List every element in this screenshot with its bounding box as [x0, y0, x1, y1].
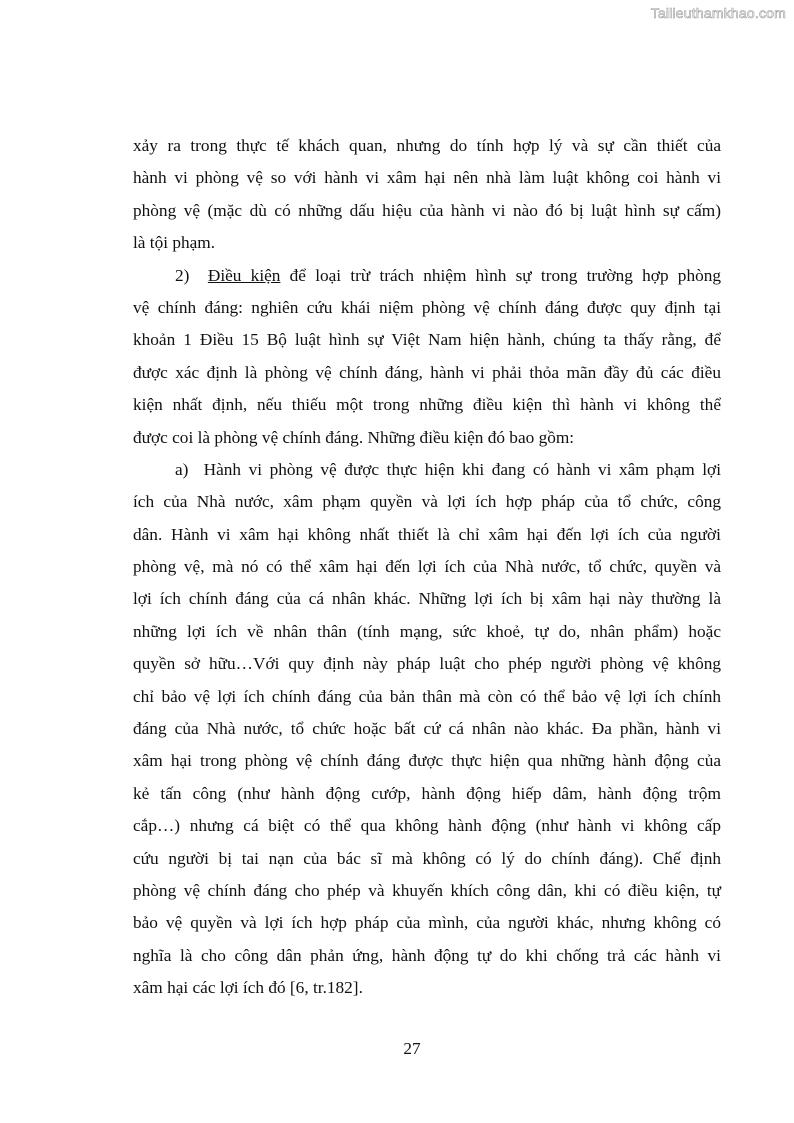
- watermark: Tailieuthamkhao.com: [650, 5, 786, 21]
- text-run: để loại trừ trách nhiệm hình sự trong trường hợp phòng: [280, 265, 722, 285]
- list-marker: a): [175, 459, 189, 479]
- list-item-first-line: [133, 454, 721, 486]
- text-line: cắp…) nhưng cá biệt có thể qua không hành động (như hành vi không cấp: [133, 816, 721, 836]
- text-line: nghĩa là cho công dân phản ứng, hành động tự do khi chống trả các hành vi: [133, 945, 721, 965]
- text-line: được coi là phòng vệ chính đáng. Những điều kiện đó bao gồm:: [133, 427, 575, 447]
- text-line: xâm hại trong phòng vệ chính đáng được thực hiện qua những hành động của: [133, 751, 721, 771]
- text-line: khoản 1 Điều 15 Bộ luật hình sự Việt Nam hiện hành, chúng ta thấy rằng, để: [133, 330, 721, 350]
- text-line: xảy ra trong thực tế khách quan, nhưng do tính hợp lý và sự cần thiết của: [133, 136, 721, 155]
- text-line: lợi ích chính đáng của cá nhân khác. Những lợi ích bị xâm hại này thường là: [133, 589, 721, 609]
- page-number: 27: [403, 1039, 421, 1058]
- text-line: hành vi phòng vệ so với hành vi xâm hại nên nhà làm luật không coi hành vi: [133, 168, 721, 188]
- text-line: phòng vệ, mà nó có thể xâm hại đến lợi ích của Nhà nước, tổ chức, quyền và: [133, 557, 721, 577]
- text-line: dân. Hành vi xâm hại không nhất thiết là chỉ xâm hại đến lợi ích của người: [133, 524, 721, 544]
- text-line: được xác định là phòng vệ chính đáng, hành vi phải thỏa mãn đầy đủ các điều: [133, 362, 721, 382]
- text-line: ích của Nhà nước, xâm phạm quyền và lợi ích hợp pháp của tổ chức, công: [133, 492, 721, 512]
- text-line: xâm hại các lợi ích đó [6, tr.182].: [133, 978, 363, 998]
- text-run: Hành vi phòng vệ được thực hiện khi đang có hành vi xâm phạm lợi: [203, 459, 722, 479]
- text-line: cứu người bị tai nạn của bác sĩ mà không có lý do chính đáng). Chế định: [133, 848, 721, 868]
- underlined-term: Điều kiện: [207, 265, 281, 285]
- text-line: kẻ tấn công (như hành động cướp, hành động hiếp dâm, hành động trộm: [133, 783, 721, 803]
- text-line: bảo vệ quyền và lợi ích hợp pháp của mình, của người khác, nhưng không có: [133, 913, 721, 933]
- text-line: phòng vệ chính đáng cho phép và khuyến khích công dân, khi có điều kiện, tự: [133, 880, 721, 900]
- text-line: vệ chính đáng: nghiên cứu khái niệm phòng vệ chính đáng được quy định tại: [133, 297, 721, 317]
- text-line: là tội phạm.: [133, 233, 216, 253]
- text-line: những lợi ích về nhân thân (tính mạng, sức khoẻ, tự do, nhân phẩm) hoặc: [133, 621, 721, 641]
- list-marker: 2): [175, 265, 190, 285]
- text-line: phòng vệ (mặc dù có những dấu hiệu của hành vi nào đó bị luật hình sự cấm): [133, 200, 721, 220]
- text-line: đáng của Nhà nước, tổ chức hoặc bất cứ cá nhân nào khác. Đa phần, hành vi: [133, 719, 721, 739]
- condition-heading-line: [133, 260, 721, 292]
- document-body: [133, 130, 721, 1005]
- text-line: chỉ bảo vệ lợi ích chính đáng của bản thân mà còn có thể bảo vệ lợi ích chính: [133, 686, 721, 706]
- text-line: kiện nhất định, nếu thiếu một trong những điều kiện thì hành vi không thể: [133, 395, 721, 415]
- text-line: quyền sở hữu…Với quy định này pháp luật cho phép người phòng vệ không: [133, 654, 721, 674]
